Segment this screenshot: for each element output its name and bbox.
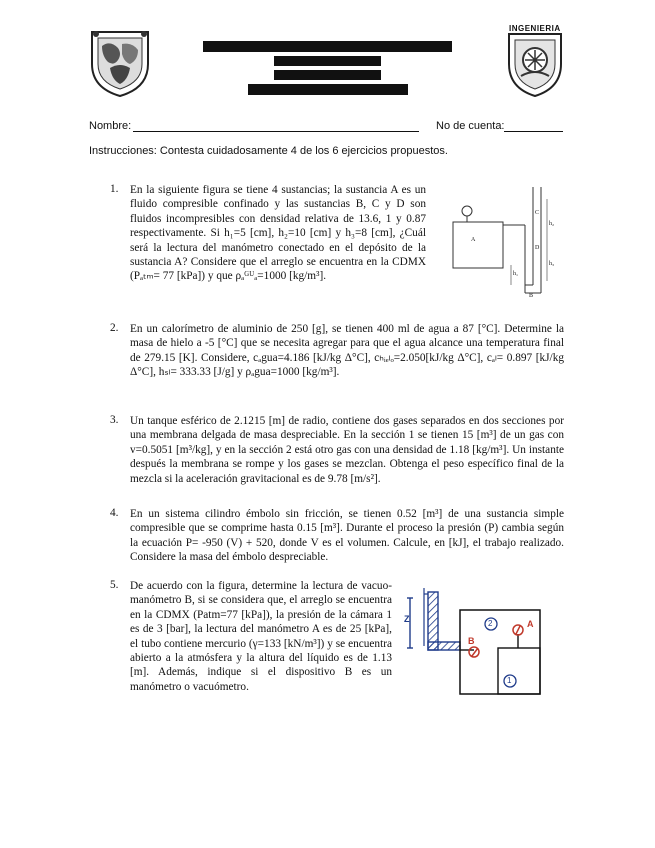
fig2-label-chamber-1: 1 <box>507 676 512 685</box>
figure-2-vacuum-manometer-diagram <box>400 584 560 704</box>
redacted-university-title <box>203 41 452 52</box>
problem-3-number: 3. <box>110 414 119 426</box>
problem-2-number: 2. <box>110 322 119 334</box>
name-field[interactable] <box>133 131 419 132</box>
facultad-ingenieria-seal-icon <box>503 24 567 98</box>
fig1-label-h3: h₃ <box>549 261 555 267</box>
fig1-label-b: B <box>529 293 534 299</box>
problem-2-text: En un calorímetro de aluminio de 250 [g], se tienen 400 ml de agua a 87 [°C]. Determine la masa de hielo a -5 [°C] que se necesita agregar para que el agua alcance una temperatura final de 279.15 [K]. Considere, cₐgua=4.186 [kJ/kg Δ°C], cₕᵢₑₗₒ=2.050[kJ/kg Δ°C], cₐₗ= 0.897 [kJ/kg Δ°C], hₛₗ= 333.33 [J/g] y ρₐgua=1000 [kg/m³]. <box>130 323 564 379</box>
fig2-label-z: Z <box>404 614 410 624</box>
problem-4-number: 4. <box>110 507 119 519</box>
unam-seal-icon <box>88 26 152 98</box>
problem-4-text: En un sistema cilindro émbolo sin fricción, se tienen 0.52 [m³] de una sustancia simple compresible que se comprime hasta 0.15 [m³]. Durante el proceso la presión (P) cambia según la ecuación P= -950 (V) + 520, donde V es el volumen. Calcule, en [kJ], el trabajo realizado. Considere la masa del émbolo despreciable. <box>130 508 564 564</box>
figure-1-manometer-diagram <box>445 185 565 301</box>
redacted-exam-title <box>248 84 408 95</box>
fig1-label-c: C <box>535 210 540 216</box>
instructions-text: Instrucciones: Contesta cuidadosamente 4 de los 6 ejercicios propuestos. <box>89 145 448 157</box>
problem-3-text: Un tanque esférico de 2.1215 [m] de radio, contiene dos gases separados en dos secciones por una membrana delgada de masa despreciable. En la sección 1 se tienen 15 [m³] de un gas con v=0.5051 [m³/kg], y en la sección 2 está otro gas con una densidad de 1.18 [kg/m³]. Un instante después la membrana se rompe y los gases se mezclan. Obtenga el peso específico final de la mezcla si la aceleración gravitacional es de 9.78 [m/s²]. <box>130 415 564 485</box>
fig1-label-a: A <box>471 237 476 243</box>
fig1-label-h1: h₁ <box>513 271 519 277</box>
problem-5-text: De acuerdo con la figura, determine la lectura de vacuo-manómetro B, si se considera que, el arreglo se encuentra en la CDMX (Patm=77 [kPa]), la presión de la cámara 1 es de 3 [bar], la lectura del manómetro A es de 25 [kPa], el tubo contiene mercurio (γ=133 [kN/m³]) y se encuentra abierto a la atmósfera y la altura del líquido es de 1.13 [m]. Además, indique si el dispositivo B es un manómetro o vacuómetro. <box>130 580 392 693</box>
problem-1-text: En la siguiente figura se tiene 4 sustancias; la sustancia A es un fluido compresible confinado y las sustancias B, C y D son fluidos incompresibles con densidad relativa de 13.6, 1 y 0.87 respectivamente. Si h₁=5 [cm], h₂=10 [cm] y h₃=8 [cm], ¿Cuál será la lectura del manómetro conectado en el depósito de la sustancia A? Considere que el arreglo se encuentra en la CDMX (Pₐₜₘ= 77 [kPa]) y que ρₐᴳᵁₐ=1000 [kg/m³]. <box>130 184 426 283</box>
redacted-course-title <box>274 70 381 80</box>
seal-text: INGENIERIA <box>509 24 561 33</box>
fig2-label-b: B <box>468 636 475 646</box>
problem-5-number: 5. <box>110 579 119 591</box>
fig1-label-d: D <box>535 245 540 251</box>
fig1-label-h2: h₂ <box>549 221 555 227</box>
fig2-label-a: A <box>527 619 534 629</box>
name-label: Nombre: <box>89 120 132 132</box>
problem-1-number: 1. <box>110 183 119 195</box>
fig2-label-chamber-2: 2 <box>488 619 493 628</box>
redacted-faculty-title <box>274 56 381 66</box>
account-number-field[interactable] <box>504 131 563 132</box>
account-number-label: No de cuenta: <box>436 120 505 132</box>
